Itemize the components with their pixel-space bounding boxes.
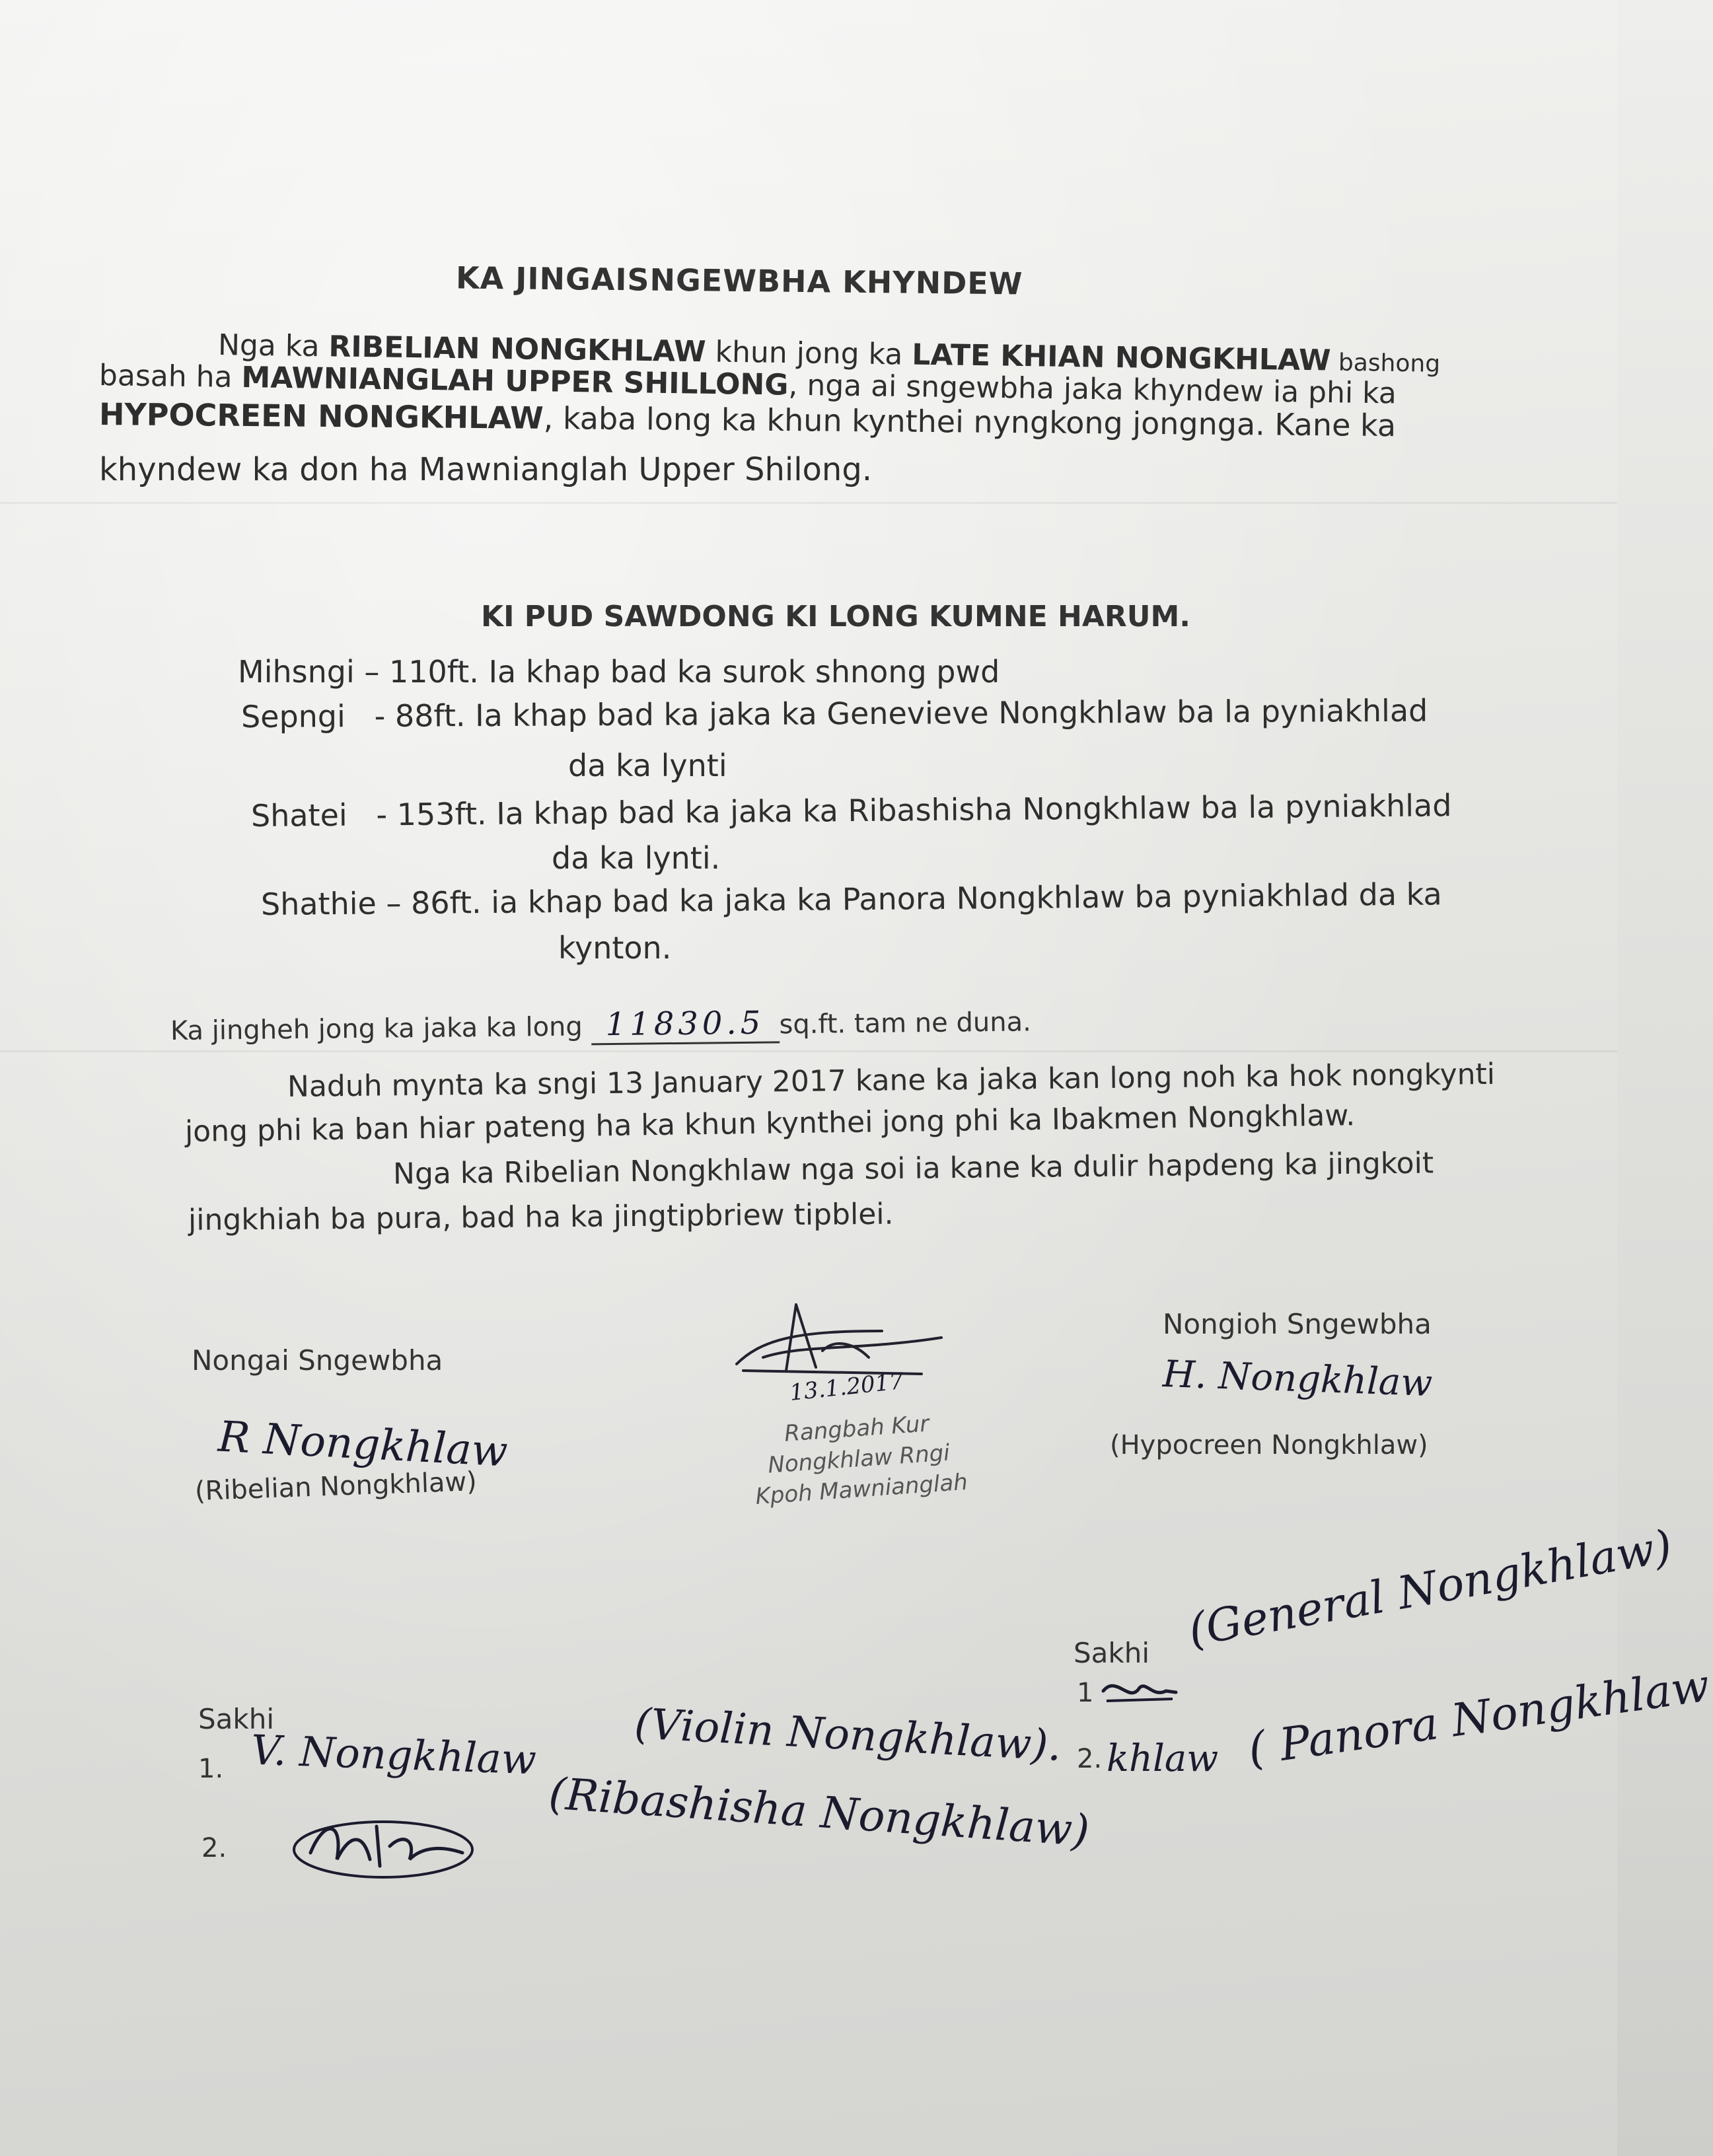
boundary-south-cont: kynton. <box>558 930 672 966</box>
witness-left-label: Sakhi <box>198 1703 275 1735</box>
intro-line-2: basah ha MAWNIANGLAH UPPER SHILLONG, nga ai sngewbha jaka khyndew ia phi ka <box>98 359 1397 411</box>
receiver-label: Nongioh Sngewbha <box>1163 1308 1432 1340</box>
witness-right-2-signature: khlaw <box>1107 1737 1219 1780</box>
boundary-west: Sepngi - 88ft. Ia khap bad ka jaka ka Genevieve Nongkhlaw ba la pyniakhlad <box>240 692 1428 735</box>
intro-line-3: HYPOCREEN NONGKHLAW, kaba long ka khun kynthei nyngkong jongnga. Kane ka <box>98 396 1397 444</box>
receiver-name: (Hypocreen Nongkhlaw) <box>1110 1430 1428 1460</box>
receiver-signature: H. Nongkhlaw <box>1161 1352 1434 1406</box>
closing-line-2: jong phi ka ban hiar pateng ha ka khun kynthei jong phi ka Ibakmen Nongkhlaw. <box>184 1098 1356 1149</box>
witness-right-2-name: ( Panora Nongkhlaw <box>1245 1659 1713 1776</box>
boundary-south: Shathie – 86ft. ia khap bad ka jaka ka Panora Nongkhlaw ba pyniakhlad da ka <box>260 876 1442 922</box>
headman-date: 13.1.2017 <box>788 1368 905 1406</box>
witness-left-1-num: 1. <box>198 1754 224 1784</box>
boundaries-heading: KI PUD SAWDONG KI LONG KUMNE HARUM. <box>481 600 1191 633</box>
witness-right-2-num: 2. <box>1077 1744 1103 1774</box>
witness-left-2-num: 2. <box>201 1833 227 1863</box>
giver-label: Nongai Sngewbha <box>192 1344 443 1377</box>
headman-stamp: Rangbah Kur Nongkhlaw Rngi Kpoh Mawnianglah <box>754 1410 969 1511</box>
witness-left-2-name: (Ribashisha Nongkhlaw) <box>547 1768 1091 1857</box>
closing-line-1: Naduh mynta ka sngi 13 January 2017 kane ka jaka kan long noh ka hok nongkynti <box>287 1057 1496 1104</box>
document-title: KA JINGAISNGEWBHA KHYNDEW <box>455 260 1023 302</box>
giver-name: (Ribelian Nongkhlaw) <box>194 1466 478 1507</box>
witness-left-1-name: (Violin Nongkhlaw). <box>633 1700 1063 1771</box>
witness-left-2-signature <box>291 1807 489 1892</box>
intro-line-1: Nga ka RIBELIAN NONGKHLAW khun jong ka LATE KHIAN NONGKHLAW bashong <box>217 328 1441 378</box>
giver-signature: R Nongkhlaw <box>217 1412 509 1477</box>
boundary-west-cont: da ka lynti <box>568 748 727 783</box>
closing-line-4: jingkhiah ba pura, bad ha ka jingtipbriew tipblei. <box>188 1197 894 1237</box>
boundary-north-cont: da ka lynti. <box>552 840 721 876</box>
boundary-east: Mihsngi – 110ft. Ia khap bad ka surok shnong pwd <box>238 654 1000 690</box>
intro-line-4: khyndew ka don ha Mawnianglah Upper Shilong. <box>99 451 873 488</box>
paper-fold <box>0 502 1617 504</box>
witness-right-1-signature <box>1100 1671 1179 1711</box>
witness-right-1-num: 1 <box>1077 1678 1094 1708</box>
witness-right-1-name: (General Nongkhlaw) <box>1185 1520 1676 1657</box>
witness-right-label: Sakhi <box>1074 1637 1150 1669</box>
closing-line-3: Nga ka Ribelian Nongkhlaw nga soi ia kane ka dulir hapdeng ka jingkoit <box>392 1146 1434 1191</box>
paper-fold <box>0 1050 1617 1052</box>
area-line: Ka jingheh jong ka jaka ka long 11830.5 sq.ft. tam ne duna. <box>170 1004 1032 1046</box>
witness-left-1-signature: V. Nongkhlaw <box>250 1725 538 1784</box>
area-value: 11830.5 <box>591 1004 780 1045</box>
boundary-north: Shatei - 153ft. Ia khap bad ka jaka ka Ribashisha Nongkhlaw ba la pyniakhlad <box>250 787 1452 834</box>
